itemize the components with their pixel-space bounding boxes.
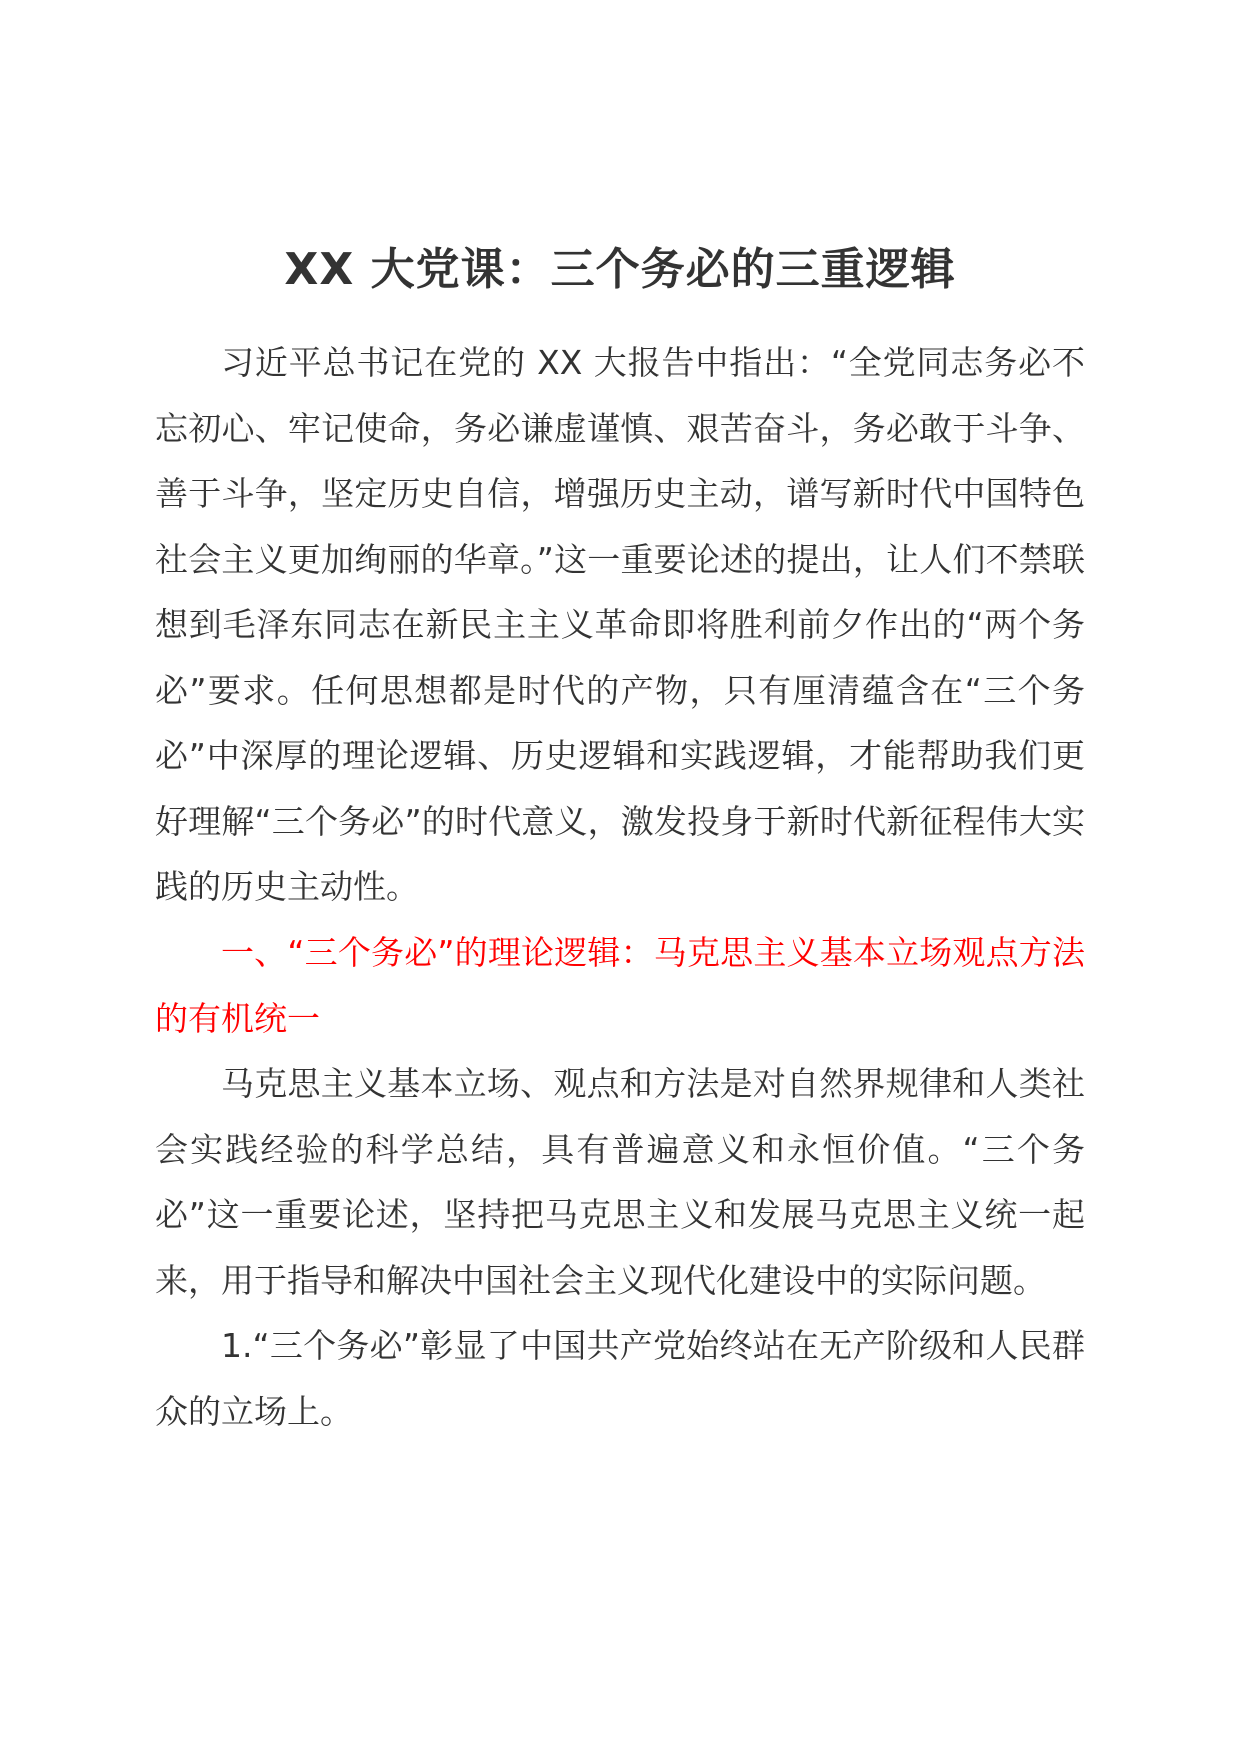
paragraph-intro-text: 习近平总书记在党的 XX 大报告中指出：“全党同志务必不忘初心、牢记使命，务必谦虚谨慎、艰苦奋斗，务必敢于斗争、善于斗争，坚定历史自信，增强历史主动，谱写新时代中国特色社会主义更加绚丽的华章。”这一重要论述的提出，让人们不禁联想到毛泽东同志在新民主主义革命即将胜利前夕作出的“两个务必”要求。任何思想都是时代的产物，只有厘清蕴含在“三个务必”中深厚的理论逻辑、历史逻辑和实践逻辑，才能帮助我们更好理解“三个务必”的时代意义，激发投身于新时代新征程伟大实践的历史主动性。 <box>155 343 1085 906</box>
paragraph-intro <box>155 330 1085 920</box>
document-title: XX 大党课：三个务必的三重逻辑 <box>284 244 956 295</box>
paragraph-section-1 <box>155 1051 1085 1313</box>
section-heading-1 <box>155 920 1085 1051</box>
section-heading-1-text: 一、“三个务必”的理论逻辑：马克思主义基本立场观点方法的有机统一 <box>155 933 1085 1038</box>
paragraph-subpoint-1 <box>155 1313 1085 1444</box>
paragraph-section-1-text: 马克思主义基本立场、观点和方法是对自然界规律和人类社会实践经验的科学总结，具有普遍意义和永恒价值。“三个务必”这一重要论述，坚持把马克思主义和发展马克思主义统一起来，用于指导和解决中国社会主义现代化建设中的实际问题。 <box>155 1064 1085 1300</box>
paragraph-subpoint-1-text: 1.“三个务必”彰显了中国共产党始终站在无产阶级和人民群众的立场上。 <box>155 1326 1085 1431</box>
